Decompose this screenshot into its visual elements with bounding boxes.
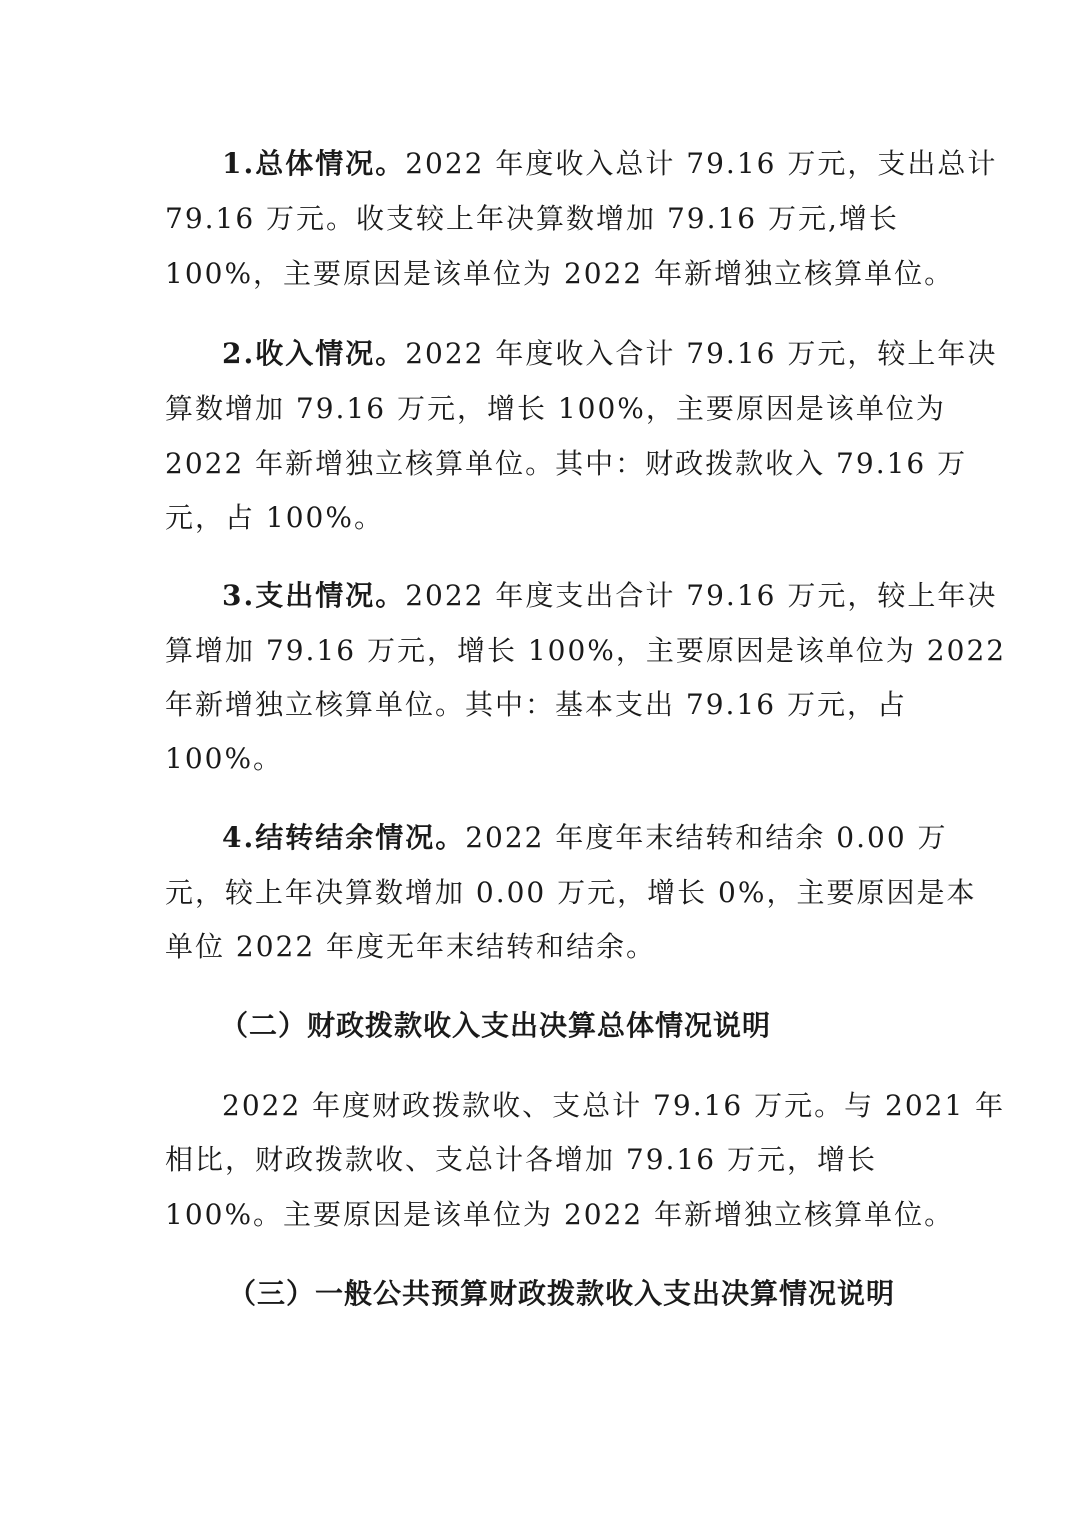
expenditure-lead: 3.支出情况。 [222, 579, 406, 612]
income-lead: 2.收入情况。 [222, 337, 406, 370]
income-line-2: 算数增加 79.16 万元，增长 100%，主要原因是该单位为 [165, 392, 946, 425]
income-line-3: 2022 年新增独立核算单位。其中：财政拨款收入 79.16 万 [165, 447, 968, 480]
expenditure-line-4: 100%。 [165, 742, 284, 775]
income-line-1 [222, 336, 997, 372]
expenditure-text-1: 2022 年度支出合计 79.16 万元，较上年决 [405, 579, 998, 612]
carryover-lead: 4.结转结余情况。 [222, 821, 466, 854]
general-budget-section-heading: （三）一般公共预算财政拨款收入支出决算情况说明 [228, 1277, 896, 1310]
overall-text-1: 2022 年度收入总计 79.16 万元，支出总计 [405, 147, 998, 180]
fiscal-line-1: 2022 年度财政拨款收、支总计 79.16 万元。与 2021 年 [222, 1089, 1006, 1122]
expenditure-line-3: 年新增独立核算单位。其中：基本支出 79.16 万元，占 [165, 688, 907, 721]
carryover-text-1: 2022 年度年末结转和结余 0.00 万 [465, 821, 948, 854]
carryover-line-1 [222, 820, 948, 856]
expenditure-line-1 [222, 578, 997, 614]
carryover-line-3: 单位 2022 年度无年末结转和结余。 [165, 930, 657, 963]
income-line-4: 元，占 100%。 [165, 501, 384, 534]
overall-line-1 [222, 146, 997, 182]
overall-line-3: 100%，主要原因是该单位为 2022 年新增独立核算单位。 [165, 257, 955, 290]
carryover-line-2: 元，较上年决算数增加 0.00 万元，增长 0%，主要原因是本 [165, 876, 977, 909]
overall-line-2: 79.16 万元。收支较上年决算数增加 79.16 万元,增长 [165, 202, 899, 235]
expenditure-line-2: 算增加 79.16 万元，增长 100%，主要原因是该单位为 2022 [165, 634, 1007, 667]
overall-lead: 1.总体情况。 [222, 147, 406, 180]
fiscal-line-3: 100%。主要原因是该单位为 2022 年新增独立核算单位。 [165, 1198, 955, 1231]
income-text-1: 2022 年度收入合计 79.16 万元，较上年决 [405, 337, 998, 370]
fiscal-section-heading: （二）财政拨款收入支出决算总体情况说明 [220, 1009, 772, 1042]
fiscal-line-2: 相比，财政拨款收、支总计各增加 79.16 万元，增长 [165, 1143, 877, 1176]
